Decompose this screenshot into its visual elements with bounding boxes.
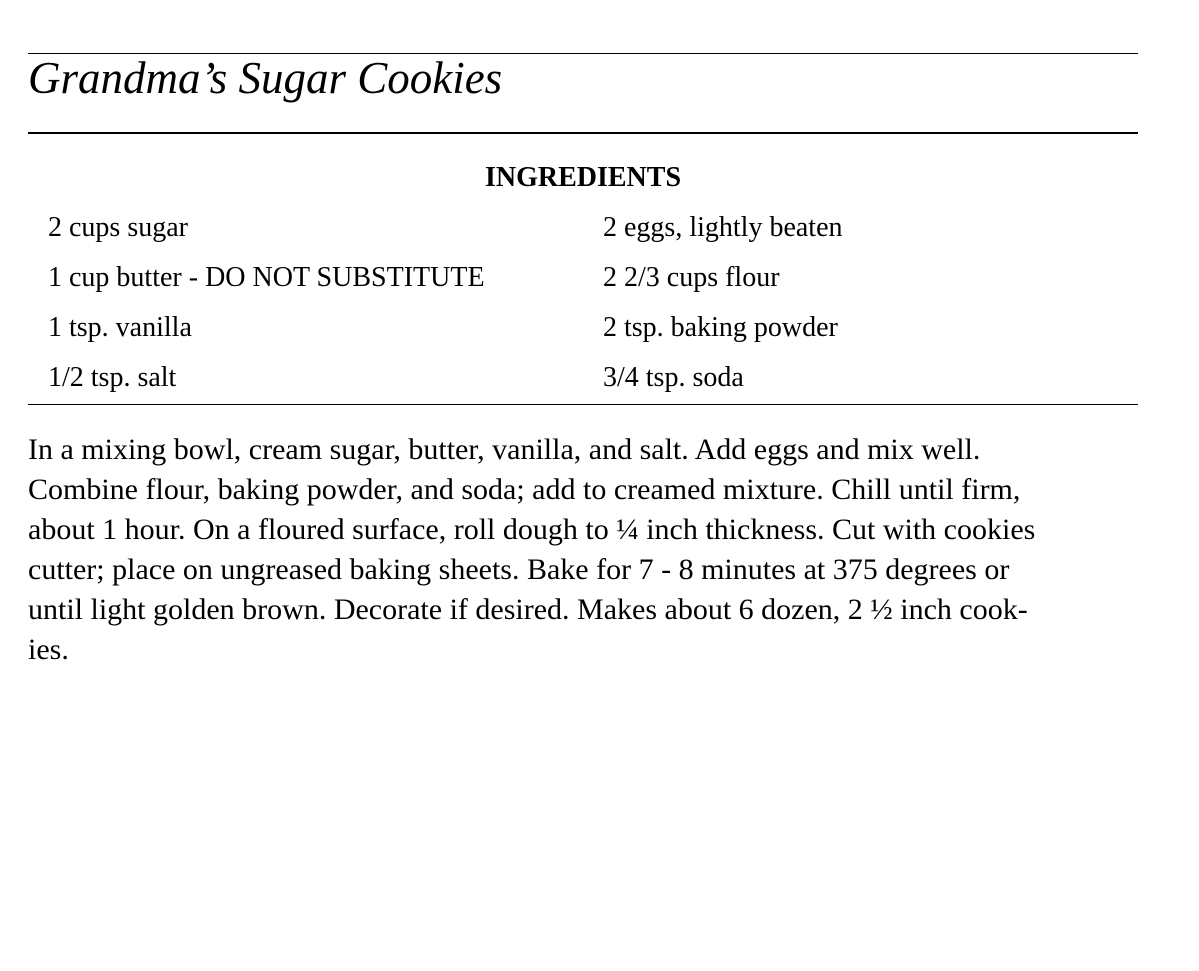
directions-line: until light golden brown. Decorate if desired. Makes about 6 dozen, 2 ½ inch cook-: [28, 593, 1028, 626]
directions-line: In a mixing bowl, cream sugar, butter, vanilla, and salt. Add eggs and mix well.: [28, 433, 981, 466]
ingredient-item: 1/2 tsp. salt: [48, 362, 177, 393]
ingredient-item: 2 eggs, lightly beaten: [603, 212, 843, 243]
directions-line: cutter; place on ungreased baking sheets. Bake for 7 - 8 minutes at 375 degrees or: [28, 553, 1010, 586]
ingredient-item: 2 cups sugar: [48, 212, 188, 243]
directions-line: about 1 hour. On a floured surface, roll dough to ¼ inch thickness. Cut with cookies: [28, 513, 1036, 546]
directions-line: ies.: [28, 633, 69, 666]
directions-paragraph: [28, 430, 1140, 670]
ingredient-item: 2 2/3 cups flour: [603, 262, 780, 293]
ingredient-item: 1 cup butter - DO NOT SUBSTITUTE: [48, 262, 485, 293]
ingredient-item: 2 tsp. baking powder: [603, 312, 838, 343]
directions-line: Combine flour, baking powder, and soda; add to creamed mixture. Chill until firm,: [28, 473, 1021, 506]
ingredient-item: 1 tsp. vanilla: [48, 312, 192, 343]
title-divider: [28, 132, 1138, 134]
ingredients-list: [48, 209, 1138, 409]
ingredients-heading: INGREDIENTS: [484, 162, 682, 193]
ingredient-item: 3/4 tsp. soda: [603, 362, 744, 393]
ingredients-divider: [28, 404, 1138, 405]
recipe-title: Grandma’s Sugar Cookies: [28, 53, 503, 103]
